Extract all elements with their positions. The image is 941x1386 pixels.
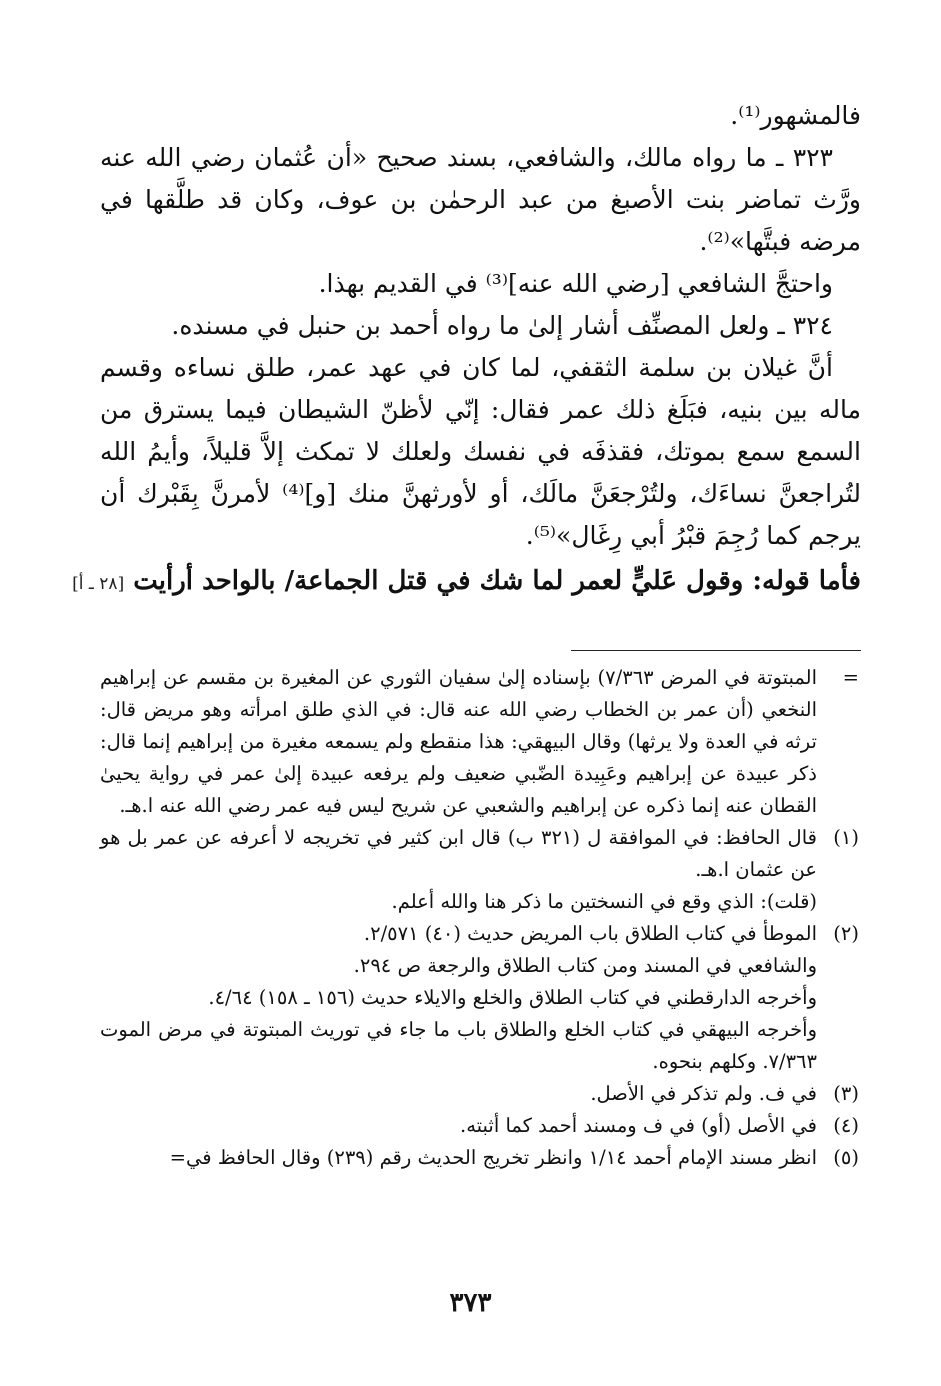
continuation-marker: = [842,666,859,689]
footnote-number: (٤) [833,1114,859,1137]
footnotes [100,662,859,1174]
footnote-line: الموطأ في كتاب الطلاق باب المريض حديث (٤٠) ٢/٥٧١. [363,922,817,945]
main-text [72,95,861,608]
footnote-line: انظر مسند الإمام أحمد ١/١٤ وانظر تخريج الحديث رقم (٢٣٩) وقال الحافظ في= [169,1146,817,1169]
heading-text: فأما قوله: وقول عَليٍّ لعمر لما شك في قتل الجماعة/ بالواحد أرأيت [133,566,861,596]
footnote-number: (٥) [833,1146,859,1169]
footnote-line: في ف. ولم تذكر في الأصل. [590,1082,817,1105]
folio-reference: [٢٨ ـ أ] [72,574,125,594]
footnote-2 [100,918,859,1078]
footnote-line: في الأصل (أو) في ف ومسند أحمد كما أثبته. [460,1114,817,1137]
section-heading [72,557,861,608]
footnote-line: وأخرجه البيهقي في كتاب الخلع والطلاق باب ما جاء في توريث المبتوتة في مرض الموت ٧/٣٦٣. وكلهم بنحوه. [100,1018,817,1073]
footnote-divider [571,650,861,651]
footnote-line: (قلت): الذي وقع في النسختين ما ذكر هنا والله أعلم. [391,890,817,913]
page-number: ٣٧٣ [449,1288,492,1318]
footnote-line: والشافعي في المسند ومن كتاب الطلاق والرجعة ص ٢٩٤. [353,954,817,977]
paragraph: ٣٢٣ ـ ما رواه مالك، والشافعي، بسند صحيح «أن عُثمان رضي الله عنه ورَّث تماضر بنت الأصبغ من عبد الرحمٰن بن عوف، وكان قد طلَّقها في مرضه فبتَّها»⁽²⁾. [100,143,861,256]
footnote-continuation [100,662,859,822]
paragraph: ٣٢٤ ـ ولعل المصنِّف أشار إلىٰ ما رواه أحمد بن حنبل في مسنده. [171,311,833,340]
footnote-line: قال الحافظ: في الموافقة ل (٣٢١ ب) قال ابن كثير في تخريجه لا أعرفه عن عمر بل هو عن عثمان ا.هـ. [100,826,817,881]
footnote-4 [100,1110,859,1142]
footnote-number: (٣) [833,1082,859,1105]
footnote-number: (١) [833,826,859,849]
footnote-text: المبتوتة في المرض ٧/٣٦٣) بإسناده إلىٰ سفيان الثوري عن المغيرة بن مقسم عن إبراهيم النخعي (أن عمر بن الخطاب رضي الله عنه قال: في الذي طلق امرأته وهو مريض قال: ترثه في العدة ولا يرثها) وقال البيهقي: هذا منقطع ولم يسمعه مغيرة من إبراهيم إنما قال: ذكر عبيدة عن إبراهيم وعَبِيدة الضّبي ضعيف ولم يرفعه عبيدة إلىٰ عمر في رواية يحيىٰ القطان عنه إنما ذكره عن إبراهيم والشعبي عن شريح ليس فيه عمر رضي الله عنه ا.هـ. [100,666,817,817]
footnote-1 [100,822,859,918]
paragraph: واحتجَّ الشافعي [رضي الله عنه]⁽³⁾ في القديم بهذا. [318,269,833,298]
footnote-number: (٢) [833,922,859,945]
footnote-5 [100,1142,859,1174]
paragraph: أنَّ غيلان بن سلمة الثقفي، لما كان في عهد عمر، طلق نساءه وقسم ماله بين بنيه، فبَلَغ ذلك عمر فقال: إنّي لأظنّ الشيطان فيما يسترق من السمع سمع بموتك، فقذفَه في نفسك ولعلك لا تمكث إلاَّ قليلاً، وأيمُ الله لتُراجعنَّ نساءَك، ولتُرْجعَنَّ مالَك، أو لأورثهنَّ منك [و]⁽⁴⁾ لأمرنَّ بِقَبْرك أن يرجم كما رُجِمَ قبْرُ أبي رِغَال»⁽⁵⁾. [100,353,861,550]
footnote-3 [100,1078,859,1110]
footnote-line: وأخرجه الدارقطني في كتاب الطلاق والخلع والايلاء حديث (١٥٦ ـ ١٥٨) ٤/٦٤. [208,986,817,1009]
paragraph: فالمشهور⁽¹⁾. [730,101,861,130]
